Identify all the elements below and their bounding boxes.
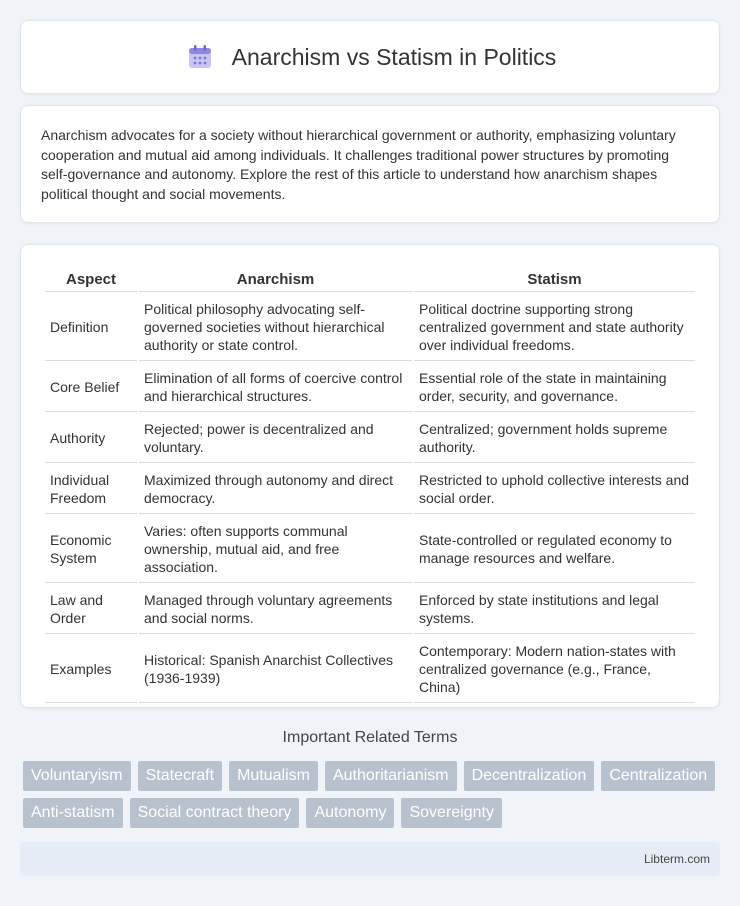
row-statism: Contemporary: Modern nation-states with centralized governance (e.g., France, China) — [414, 636, 695, 703]
tag-statecraft[interactable]: Statecraft — [138, 761, 222, 791]
row-anarchism: Rejected; power is decentralized and voluntary. — [139, 414, 412, 463]
tag-centralization[interactable]: Centralization — [601, 761, 715, 791]
column-header-aspect: Aspect — [45, 267, 137, 292]
tag-decentralization[interactable]: Decentralization — [464, 761, 595, 791]
related-terms-tags — [23, 761, 723, 828]
row-aspect: Economic System — [45, 516, 137, 583]
row-anarchism: Managed through voluntary agreements and social norms. — [139, 585, 412, 634]
table-row — [45, 294, 695, 361]
row-statism: Essential role of the state in maintaining order, security, and governance. — [414, 363, 695, 412]
tag-authoritarianism[interactable]: Authoritarianism — [325, 761, 457, 791]
row-aspect: Individual Freedom — [45, 465, 137, 514]
table-row — [45, 363, 695, 412]
tag-anti-statism[interactable]: Anti-statism — [23, 798, 123, 828]
row-aspect: Definition — [45, 294, 137, 361]
tag-sovereignty[interactable]: Sovereignty — [401, 798, 502, 828]
tag-social-contract-theory[interactable]: Social contract theory — [130, 798, 300, 828]
row-aspect: Examples — [45, 636, 137, 703]
row-anarchism: Maximized through autonomy and direct democracy. — [139, 465, 412, 514]
table-row — [45, 585, 695, 634]
row-statism: Centralized; government holds supreme authority. — [414, 414, 695, 463]
row-statism: Restricted to uphold collective interests and social order. — [414, 465, 695, 514]
table-row — [45, 465, 695, 514]
row-statism: Political doctrine supporting strong centralized government and state authority over individual freedoms. — [414, 294, 695, 361]
table-row — [45, 414, 695, 463]
comparison-table-card — [20, 244, 720, 708]
table-header-row — [45, 267, 695, 292]
header-card — [20, 20, 720, 94]
related-terms-title: Important Related Terms — [282, 729, 458, 746]
footer — [20, 842, 720, 876]
row-aspect: Law and Order — [45, 585, 137, 634]
column-header-anarchism: Anarchism — [139, 267, 412, 292]
tag-autonomy[interactable]: Autonomy — [306, 798, 394, 828]
page-title: Anarchism vs Statism in Politics — [231, 43, 557, 70]
table-row — [45, 516, 695, 583]
intro-text: Anarchism advocates for a society without hierarchical government or authority, emphasizing voluntary cooperation and mutual aid among individuals. It challenges traditional power structures by promoting self-governance and autonomy. Explore the rest of this article to understand how anarchism shapes political thought and social movements. — [41, 127, 676, 202]
table-row — [45, 636, 695, 703]
row-anarchism: Political philosophy advocating self-governed societies without hierarchical authority or state control. — [139, 294, 412, 361]
row-statism: State-controlled or regulated economy to manage resources and welfare. — [414, 516, 695, 583]
row-aspect: Core Belief — [45, 363, 137, 412]
row-anarchism: Historical: Spanish Anarchist Collectives (1936-1939) — [139, 636, 412, 703]
tag-voluntaryism[interactable]: Voluntaryism — [23, 761, 131, 791]
intro-card — [20, 105, 720, 223]
row-aspect: Authority — [45, 414, 137, 463]
comparison-table — [43, 265, 697, 705]
row-anarchism: Elimination of all forms of coercive control and hierarchical structures. — [139, 363, 412, 412]
tag-mutualism[interactable]: Mutualism — [229, 761, 318, 791]
column-header-statism: Statism — [414, 267, 695, 292]
calendar-icon — [184, 41, 216, 73]
row-anarchism: Varies: often supports communal ownership, mutual aid, and free association. — [139, 516, 412, 583]
footer-site-link[interactable]: Libterm.com — [643, 852, 710, 866]
row-statism: Enforced by state institutions and legal systems. — [414, 585, 695, 634]
